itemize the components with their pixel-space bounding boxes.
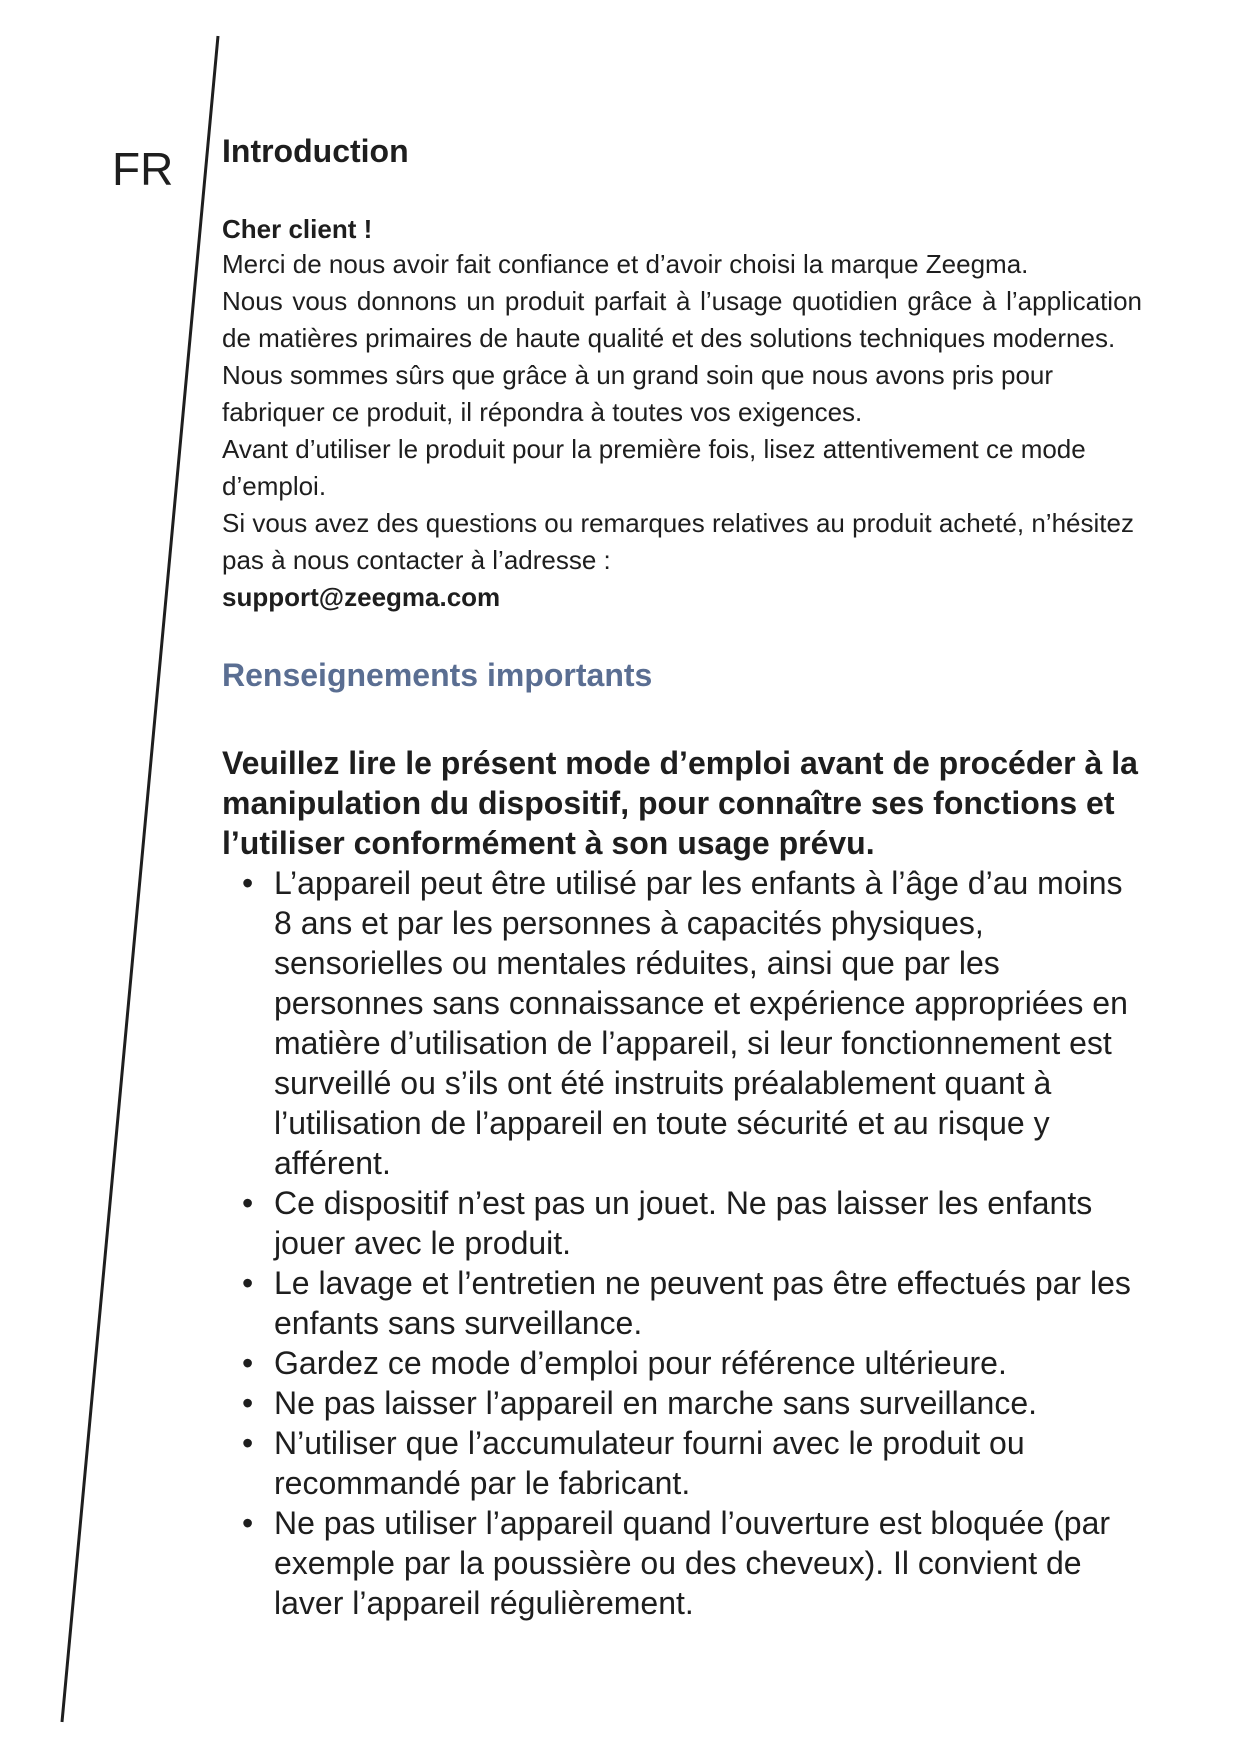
list-item: • Le lavage et l’entretien ne peuvent pas être effectués par les enfants sans surveillance. xyxy=(222,1263,1142,1343)
page-content xyxy=(222,132,1142,1623)
intro-paragraph: Nous vous donnons un produit parfait à l’usage quotidien grâce à l’application de matières primaires de haute qualité et des solutions techniques modernes. xyxy=(222,286,1142,354)
divider-stroke xyxy=(62,36,218,1722)
intro-paragraph: Si vous avez des questions ou remarques relatives au produit acheté, n’hésitez pas à nous contacter à l’adresse : xyxy=(222,508,1134,576)
intro-paragraph: Nous sommes sûrs que grâce à un grand soin que nous avons pris pour fabriquer ce produit, il répondra à toutes vos exigences. xyxy=(222,360,1054,428)
support-email: support@zeegma.com xyxy=(222,582,501,613)
intro-paragraph: Avant d’utiliser le produit pour la première fois, lisez attentivement ce mode d’emploi. xyxy=(222,434,1086,502)
list-item: • N’utiliser que l’accumulateur fourni avec le produit ou recommandé par le fabricant. xyxy=(222,1423,1142,1503)
list-item: • L’appareil peut être utilisé par les enfants à l’âge d’au moins 8 ans et par les personnes à capacités physiques, sensorielles ou mentales réduites, ainsi que par les personnes sans connaissance et expérience appropriées en matière d’utilisation de l’appareil, si leur fonctionnement est surveillé ou s’ils ont été instruits préalablement quant à l’utilisation de l’appareil en toute sécurité et au risque y afférent. xyxy=(222,863,1142,1183)
safety-bullet-list xyxy=(222,863,1142,1623)
list-item: • Ne pas utiliser l’appareil quand l’ouverture est bloquée (par exemple par la poussière ou des cheveux). Il convient de laver l’appareil régulièrement. xyxy=(222,1503,1142,1623)
list-item: • Ne pas laisser l’appareil en marche sans surveillance. xyxy=(222,1383,1142,1423)
list-item: • Ce dispositif n’est pas un jouet. Ne pas laisser les enfants jouer avec le produit. xyxy=(222,1183,1142,1263)
important-info-heading: Renseignements importants xyxy=(222,657,653,694)
intro-paragraph: Merci de nous avoir fait confiance et d’avoir choisi la marque Zeegma. xyxy=(222,249,1029,280)
introduction-heading: Introduction xyxy=(222,133,409,169)
language-code: FR xyxy=(112,143,174,195)
greeting: Cher client ! xyxy=(222,214,373,245)
warning-statement: Veuillez lire le présent mode d’emploi avant de procéder à la manipulation du dispositif, pour connaître ses fonctions et l’utiliser conformément à son usage prévu. xyxy=(222,744,1138,861)
list-item: • Gardez ce mode d’emploi pour référence ultérieure. xyxy=(222,1343,1142,1383)
